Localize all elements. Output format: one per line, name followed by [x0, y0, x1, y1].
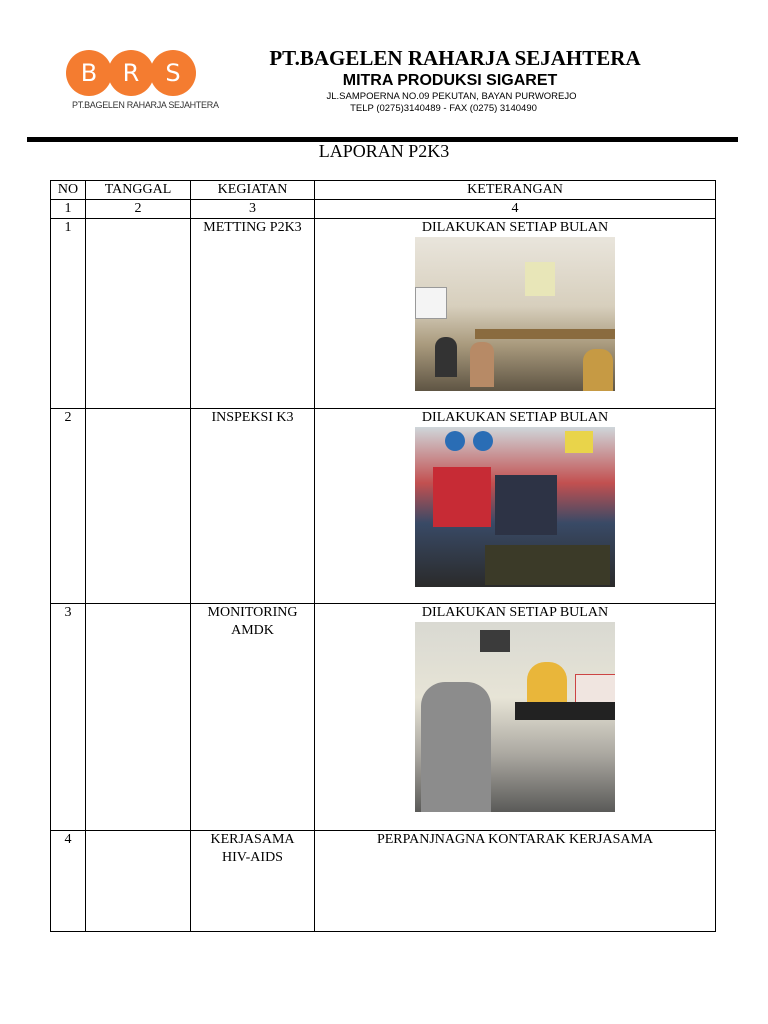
header-kegiatan: KEGIATAN: [191, 181, 315, 200]
table-row: [51, 831, 716, 932]
inspection-photo: [415, 427, 615, 587]
row-kegiatan: KERJASAMA HIV-AIDS: [191, 831, 315, 932]
row-keterangan-cell: [315, 219, 716, 409]
letterhead: [230, 45, 680, 115]
header-tanggal: TANGGAL: [86, 181, 191, 200]
table-row: [51, 604, 716, 831]
row-keterangan: DILAKUKAN SETIAP BULAN: [421, 220, 609, 235]
header-no: NO: [51, 181, 86, 200]
column-number: 1: [51, 200, 86, 219]
logo-caption: PT.BAGELEN RAHARJA SEJAHTERA: [72, 100, 219, 110]
column-number-row: [51, 200, 716, 219]
row-kegiatan: METTING P2K3: [191, 219, 315, 409]
row-no: 4: [51, 831, 86, 932]
row-keterangan-cell: [315, 604, 716, 831]
table-row: [51, 409, 716, 604]
table-header-row: [51, 181, 716, 200]
report-title: LAPORAN P2K3: [318, 141, 450, 161]
company-phone: TELP (0275)3140489 - FAX (0275) 3140490: [350, 103, 537, 114]
company-name: PT.BAGELEN RAHARJA SEJAHTERA: [269, 46, 641, 70]
row-keterangan-cell: [315, 409, 716, 604]
table-row: [51, 219, 716, 409]
row-keterangan: DILAKUKAN SETIAP BULAN: [421, 605, 609, 620]
row-keterangan-cell: [315, 831, 716, 932]
logo-mark: [66, 50, 198, 96]
column-number: 4: [315, 200, 716, 219]
row-no: 1: [51, 219, 86, 409]
row-tanggal: [86, 604, 191, 831]
row-no: 2: [51, 409, 86, 604]
row-tanggal: [86, 831, 191, 932]
logo-letter-b: B: [66, 50, 112, 96]
logo-letter-r: R: [108, 50, 154, 96]
column-number: 3: [191, 200, 315, 219]
row-kegiatan: MONITORING AMDK: [191, 604, 315, 831]
row-keterangan: DILAKUKAN SETIAP BULAN: [421, 410, 609, 425]
logo-letter-s: S: [150, 50, 196, 96]
row-no: 3: [51, 604, 86, 831]
row-kegiatan: INSPEKSI K3: [191, 409, 315, 604]
report-table: [50, 180, 716, 932]
column-number: 2: [86, 200, 191, 219]
counter-visit-photo: [415, 622, 615, 812]
company-logo: [66, 50, 219, 114]
header-keterangan: KETERANGAN: [315, 181, 716, 200]
company-address: JL.SAMPOERNA NO.09 PEKUTAN, BAYAN PURWOREJO: [326, 91, 577, 102]
row-keterangan: PERPANJNAGNA KONTARAK KERJASAMA: [376, 832, 654, 847]
company-subtitle: MITRA PRODUKSI SIGARET: [342, 72, 558, 89]
row-tanggal: [86, 409, 191, 604]
meeting-room-photo: [415, 237, 615, 391]
row-tanggal: [86, 219, 191, 409]
